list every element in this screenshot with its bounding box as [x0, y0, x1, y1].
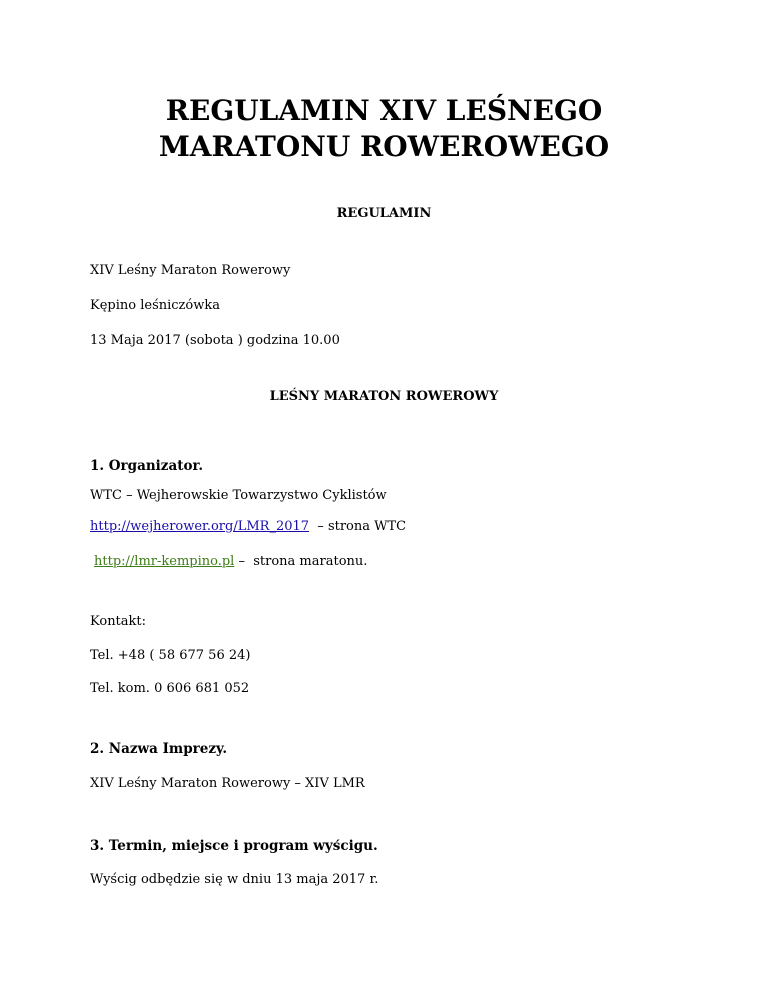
intro-date-time: 13 Maja 2017 (sobota ) godzina 10.00	[90, 333, 340, 348]
organizer-text: WTC – Wejherowskie Towarzystwo Cyklistów	[90, 488, 387, 503]
marathon-link-suffix: – strona maratonu.	[234, 554, 368, 569]
section2-text: XIV Leśny Maraton Rowerowy – XIV LMR	[90, 776, 365, 791]
marathon-link[interactable]: http://lmr-kempino.pl	[94, 554, 235, 569]
wtc-link-suffix: – strona WTC	[309, 519, 407, 534]
section3-text: Wyścig odbędzie się w dniu 13 maja 2017 r.	[90, 872, 379, 887]
intro-location: Kępino leśniczówka	[90, 298, 220, 313]
document-title	[0, 93, 768, 165]
section-heading: LEŚNY MARATON ROWEROWY	[269, 389, 499, 404]
title-line-2: MARATONU ROWEROWEGO	[158, 130, 610, 163]
title-line-1: REGULAMIN XIV LEŚNEGO	[165, 94, 603, 127]
section3-heading: 3. Termin, miejsce i program wyścigu.	[90, 838, 378, 854]
contact-phone: Tel. +48 ( 58 677 56 24)	[90, 648, 251, 663]
wtc-link[interactable]: http://wejherower.org/LMR_2017	[90, 519, 310, 534]
organizer-link-row	[90, 519, 406, 535]
contact-label: Kontakt:	[90, 614, 147, 629]
section1-heading: 1. Organizator.	[90, 458, 204, 474]
contact-mobile: Tel. kom. 0 606 681 052	[90, 681, 250, 696]
intro-event-name: XIV Leśny Maraton Rowerowy	[90, 263, 291, 278]
section2-heading: 2. Nazwa Imprezy.	[90, 741, 228, 757]
subtitle: REGULAMIN	[336, 206, 432, 221]
marathon-link-row	[94, 554, 367, 570]
